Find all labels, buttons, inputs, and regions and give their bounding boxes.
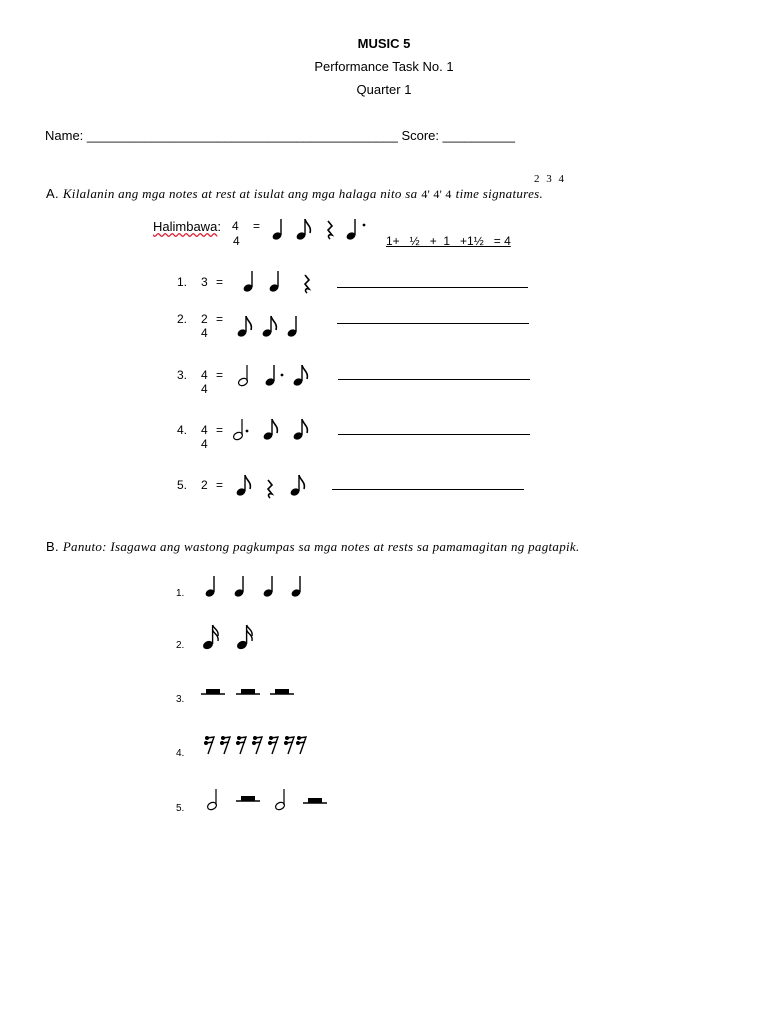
quarter-note-icon [290,576,301,598]
score-field[interactable]: __________ [442,128,515,143]
worksheet-title: MUSIC 5 [357,36,411,51]
item-a4-sig-top: 4 [201,423,208,437]
item-a5-equals: = [216,478,224,492]
sixteenth-rest-icon [252,736,262,754]
item-b3-number: 3. [176,694,185,705]
score-label: Score: [401,128,440,143]
section-a-letter: A. [46,186,59,201]
item-a1-number: 1. [177,275,188,289]
item-a5-number: 5. [177,478,188,492]
example-sum: 1+ ½ + 1 +1½ = 4 [386,234,511,248]
half-rest-icon [236,796,260,801]
item-a2-sig-top: 2 [201,312,208,326]
half-rest-icon [236,689,260,694]
section-b-letter: B. [46,539,59,554]
sixteenth-note-icon [236,625,252,651]
item-a3-sig-bottom: 4 [201,382,208,396]
sixteenth-rest-icon [268,736,278,754]
item-a4-sig-bottom: 4 [201,437,208,451]
item-a3-equals: = [216,368,224,382]
time-signature-denominators: 4' 4' 4 [421,187,452,201]
item-a4-equals: = [216,423,224,437]
item-b4-number: 4. [176,748,185,759]
name-label: Name: [45,128,84,143]
sixteenth-rest-icon [204,736,214,754]
item-a3-sig-top: 4 [201,368,208,382]
half-rest-icon [303,798,327,803]
example-sig-bottom: 4 [233,234,240,248]
item-a2-equals: = [216,312,224,326]
item-a1-sig-top: 3 [201,275,208,289]
section-a-text-end: time signatures. [455,186,544,201]
section-b-text: Panuto: Isagawa ang wastong pagkumpas sa mga notes at rests sa pamamagitan ng pagtapik. [62,539,580,554]
item-a2-number: 2. [177,312,188,326]
item-a3-number: 3. [177,368,188,382]
example-equals: = [253,219,261,233]
sixteenth-rest-icon [284,736,294,754]
item-b1-number: 1. [176,588,185,599]
sixteenth-rest-icon [236,736,246,754]
sixteenth-note-icon [202,625,218,651]
half-rest-icon [270,689,294,694]
time-signature-numerators: 2 3 4 [534,173,564,185]
quarter-note-icon [262,576,273,598]
item-a5-sig-top: 2 [201,478,208,492]
half-note-icon [274,789,285,811]
task-subtitle: Performance Task No. 1 [314,59,454,74]
quarter-note-icon [233,576,244,598]
item-b5-number: 5. [176,803,185,814]
half-note-icon [206,789,217,811]
sixteenth-rest-icon [220,736,230,754]
item-a1-equals: = [216,275,224,289]
example-colon: : [217,219,221,234]
half-rest-icon [201,689,225,694]
quarter-label: Quarter 1 [356,82,412,97]
sixteenth-rest-icon [296,736,306,754]
section-a-text: Kilalanin ang mga notes at rest at isulat ang mga halaga nito sa [62,186,418,201]
example-sig-top: 4 [232,219,239,233]
quarter-note-icon [204,576,215,598]
item-b2-number: 2. [176,640,185,651]
item-a4-number: 4. [177,423,188,437]
item-a2-sig-bottom: 4 [201,326,208,340]
name-field[interactable]: ___________________________________________ [86,128,398,143]
example-label: Halimbawa [153,219,218,234]
